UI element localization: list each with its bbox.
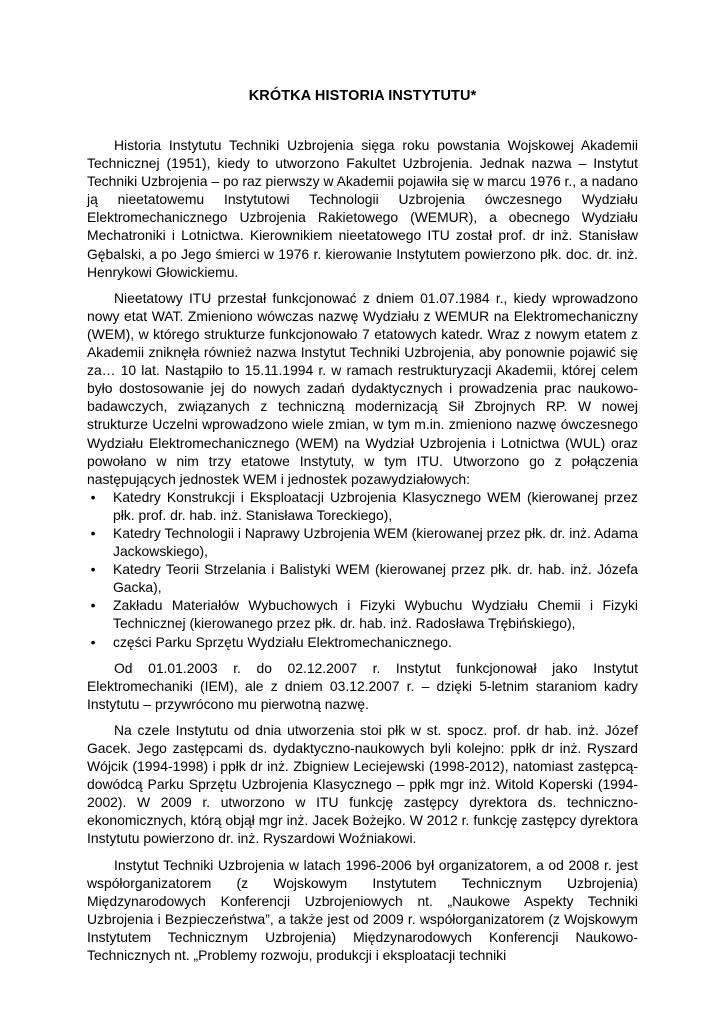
bullet-icon: • xyxy=(90,597,96,614)
document-body xyxy=(87,136,638,964)
list-item xyxy=(87,524,638,560)
list-item-text: Katedry Konstrukcji i Eksploatacji Uzbrojenia Klasycznego WEM (kierowanej przez płk. prof. dr. hab. inż. Stanisława Toreckiego), xyxy=(113,488,638,523)
list-item xyxy=(87,488,638,524)
list-item-text: Katedry Teorii Strzelania i Balistyki WEM (kierowanej przez płk. dr. hab. inż. Józefa Gacka), xyxy=(113,561,638,596)
list-item xyxy=(87,596,638,632)
document-title: KRÓTKA HISTORIA INSTYTUTU* xyxy=(248,88,477,104)
bullet-icon: • xyxy=(90,561,96,578)
bullet-icon: • xyxy=(90,524,96,541)
paragraph-history-origin: Historia Instytutu Techniki Uzbrojenia sięga roku powstania Wojskowej Akademii Technicznej (1951), kiedy to utworzono Fakultet Uzbrojenia. Jednak nazwa – Instytut Techniki Uzbrojenia – po raz pierwszy w Akademii pojawiła się w marcu 1976 r., a nadano ją nieetatowemu Instytutowi Technologii Uzbrojenia ówczesnego Wydziału Elektromechanicznego Uzbrojenia Rakietowego (WEMUR), a obecnego Wydziału Mechatroniki i Lotnictwa. Kierownikiem nieetatowego ITU został prof. dr inż. Stanisław Gębalski, a po Jego śmierci w 1976 r. kierowanie Instytutem powierzono płk. doc. dr. inż. Henrykowi Głowickiemu. xyxy=(87,137,638,280)
bullet-icon: • xyxy=(90,633,96,650)
paragraph-restructuring: Nieetatowy ITU przestał funkcjonować z dniem 01.07.1984 r., kiedy wprowadzono nowy etat WAT. Zmieniono wówczas nazwę Wydziału z WEMUR na Elektromechaniczny (WEM), w którego strukturze funkcjonowało 7 etatowych katedr. Wraz z nowym etatem z Akademii zniknęła również nazwa Instytut Techniki Uzbrojenia, aby ponownie pojawić się za… 10 lat. Nastąpiło to 15.11.1994 r. w ramach restrukturyzacji Akademii, której celem było dostosowanie jej do nowych zadań dydaktycznych i prowadzenia prac naukowo-badawczych, związanych z techniczną modernizacją Sił Zbrojnych RP. W nowej strukturze Uczelni wprowadzono wiele zmian, w tym m.in. zmieniono nazwę ówczesnego Wydziału Elektromechanicznego (WEM) na Wydział Uzbrojenia i Lotnictwa (WUL) oraz powołano w nim trzy etatowe Instytuty, w tym ITU. Utworzono go z połączenia następujących jednostek WEM i jednostek pozawydziałowych: xyxy=(87,289,638,487)
paragraph-conferences: Instytut Techniki Uzbrojenia w latach 1996-2006 był organizatorem, a od 2008 r. jest współorganizatorem (z Wojskowym Instytutem Technicznym Uzbrojenia) Międzynarodowych Konferencji Uzbrojeniowych nt. „Naukowe Aspekty Techniki Uzbrojenia i Bezpieczeństwa”, a także jest od 2009 r. współorganizatorem (z Wojskowym Instytutem Technicznym Uzbrojenia) Międzynarodowych Konferencji Naukowo-Technicznych nt. „Problemy rozwoju, produkcji i eksploatacji techniki xyxy=(87,856,638,964)
list-item xyxy=(87,633,638,651)
list-item-text: części Parku Sprzętu Wydziału Elektromechanicznego. xyxy=(113,633,452,650)
paragraph-leadership: Na czele Instytutu od dnia utworzenia stoi płk w st. spocz. prof. dr hab. inż. Józef Gacek. Jego zastępcami ds. dydaktyczno-naukowych byli kolejno: ppłk dr inż. Ryszard Wójcik (1994-1998) i ppłk dr inż. Zbigniew Leciejewski (1998-2012), natomiast zastępcą-dowódcą Parku Sprzętu Uzbrojenia Klasycznego – ppłk mgr inż. Witold Koperski (1994-2002). W 2009 r. utworzono w ITU funkcję zastępcy dyrektora ds. techniczno-ekonomicznych, którą objął mgr inż. Jacek Bożejko. W 2012 r. funkcję zastępcy dyrektora Instytutu powierzono dr. inż. Ryszardowi Woźniakowi. xyxy=(87,721,638,847)
list-item xyxy=(87,560,638,596)
list-item-text: Katedry Technologii i Naprawy Uzbrojenia WEM (kierowanej przez płk. dr. inż. Adama Jackowskiego), xyxy=(113,524,638,560)
units-list xyxy=(87,488,638,651)
paragraph-iem-period: Od 01.01.2003 r. do 02.12.2007 r. Instytut funkcjonował jako Instytut Elektromechaniki (IEM), ale z dniem 03.12.2007 r. – dzięki 5-letnim staraniom kadry Instytutu – przywrócono mu pierwotną nazwę. xyxy=(87,659,638,712)
list-item-text: Zakładu Materiałów Wybuchowych i Fizyki Wybuchu Wydziału Chemii i Fizyki Technicznej (kierowanego przez płk. dr. hab. inż. Radosława Trębińskiego), xyxy=(113,597,638,632)
bullet-icon: • xyxy=(90,488,96,505)
